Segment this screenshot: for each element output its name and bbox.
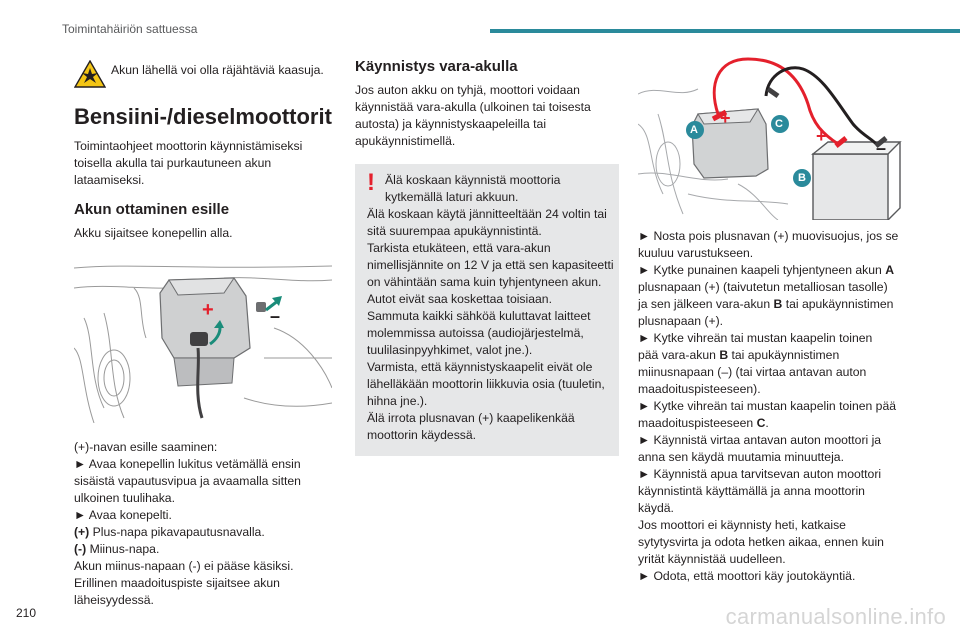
intro-paragraph: Toimintaohjeet moottorin käynnistämiseksi toisella akulla tai purkautuneen akun lataamiseksi. [74,139,303,187]
jump-start-intro: Jos auton akku on tyhjä, moottori voidaan käynnistää vara-akulla (ulkoinen tai toisesta autosta) ja käynnistyskaapeleilla tai apukäynnistimellä. [355,83,591,148]
jump-cable-illustration [638,54,906,220]
page-title: Bensiini-/dieselmoottorit [74,104,332,129]
battery-figure [74,258,332,423]
plus-symbol: + [202,299,214,321]
warning-text: Akun lähellä voi olla räjähtäviä kaasuja. [111,63,324,77]
minus-terminal-line: (-) Miinus-napa. [74,542,160,556]
access-steps: (+)-navan esille saaminen: ► Avaa konepellin lukitus vetämällä ensin sisäistä vapautusvipua ja avaamalla sitten ulkoinen tuulihaka. ► Avaa konepelti. (+) Plus-napa pikavapautusnavalla. (-) Miinus-napa. Akun miinus-napaan (-) ei pääse käsiksi. Erillinen maadoituspiste sijaitsee akun läheisyydessä. [74,439,332,609]
subtitle-jump-start: Käynnistys vara-akulla [355,58,518,75]
plus-terminal-line: (+) Plus-napa pikavapautusnavalla. [74,525,265,539]
jump-start-steps: ► Nosta pois plusnavan (+) muovisuojus, jos se kuuluu varustukseen. ► Kytke punainen kaapeli tyhjentyneen akun A plusnapaan (+) (taivutetun metalliosan tasolle) ja sen jälkeen vara-akun B tai apukäynnistimen plusnapaan (+). ► Kytke vihreän tai mustan kaapelin toinen pää vara-akun B tai apukäynnistimen miinusnapaan (–) (tai virtaa antavan auton maadoituspisteeseen). ► Kytke vihreän tai mustan kaapelin toinen pää maadoituspisteeseen C. ► Käynnistä virtaa antavan auton moottori ja anna sen käydä muutamia minuutteja. ► Käynnistä apua tarvitsevan auton moottori käynnistintä käyttämällä ja anna moottorin käydä. Jos moottori ei käynnisty heti, katkaise sytytysvirta ja odota hetken aikaa, ennen kuin yrität käynnistää uudelleen. ► Odota, että moottori käy joutokäyntiä. [638,229,899,583]
explosive-warning [74,58,332,92]
plus-symbol-discharged: + [720,108,731,128]
subtitle-battery-access: Akun ottaminen esille [74,201,230,218]
battery-location-text: Akku sijaitsee konepellin alla. [74,226,233,240]
column-2 [355,58,619,456]
page-number: 210 [16,606,37,620]
label-a: A [690,124,698,136]
minus-symbol-donor: – [876,138,887,158]
section-title: Toimintahäiriön sattuessa [62,22,198,36]
jump-cable-figure [638,54,906,220]
label-b: B [798,172,806,184]
explosion-warning-icon [74,60,106,88]
caution-box: ! Älä koskaan käynnistä moottoria kytkemällä laturi akkuun. Älä koskaan käytä jännitteeltään 24 voltin tai sitä suurempaa apukäynnistintä. Tarkista etukäteen, että vara-akun nimellisjännite on 12 V ja että sen kapasiteetti on vähintään sama kuin tyhjentyneen akun. Autot eivät saa koskettaa toisiaan. Sammuta kaikki sähköä kuluttavat laitteet molemmissa autoissa (audiojärjestelmä, tuulilasinpyyhkimet, valot jne.). Varmista, että käynnistyskaapelit eivät ole lähelläkään moottorin liikkuvia osia (tuuletin, hihna jne.). Älä irrota plusnavan (+) kaapelikenkää moottorin käydessä. [355,164,619,456]
header-accent-bar [490,29,960,33]
engine-bay-illustration [74,258,332,423]
exclamation-icon: ! [367,169,375,196]
plus-symbol-donor: + [816,126,827,146]
column-1 [74,58,332,609]
minus-symbol: – [270,306,281,326]
label-c: C [775,118,783,130]
column-3 [638,58,906,585]
watermark: carmanualsonline.info [725,604,946,629]
